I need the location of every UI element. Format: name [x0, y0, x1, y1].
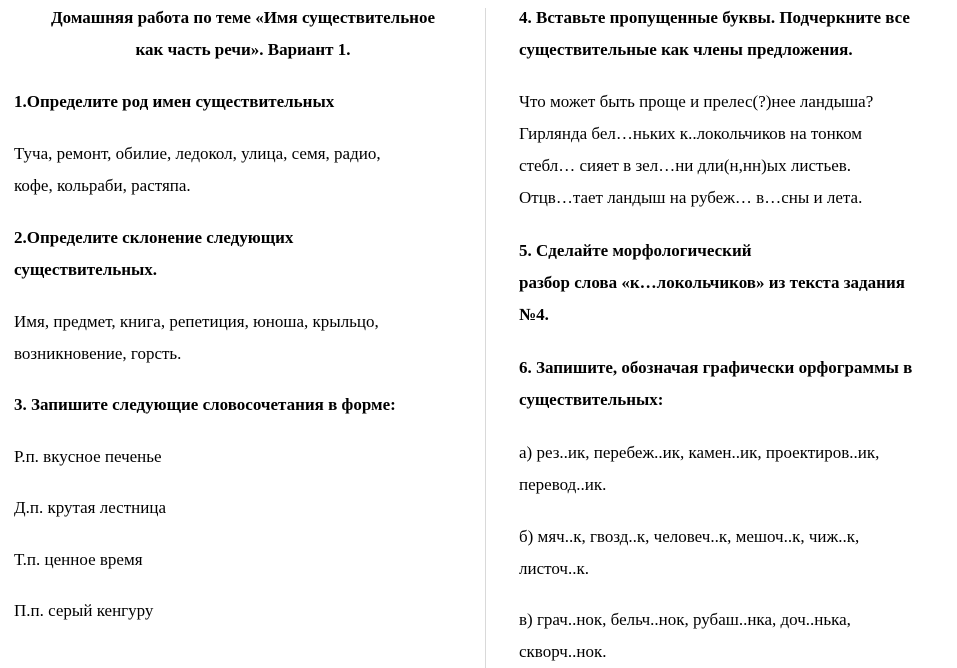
task6-c-line-1: в) грач..нок, бельч..нок, рубаш..нка, доч..нька, [519, 610, 851, 629]
page-title [14, 2, 472, 66]
task4-heading-line-2: существительные как члены предложения. [519, 40, 853, 59]
task3-heading: 3. Запишите следующие словосочетания в форме: [14, 395, 396, 414]
task4-text [519, 86, 873, 214]
task5-heading-line-3: №4. [519, 305, 549, 324]
task4-line-4: Отцв…тает ландыш на рубеж… в…сны и лета. [519, 188, 863, 207]
task4-heading-line-1: 4. Вставьте пропущенные буквы. Подчеркните все [519, 8, 910, 27]
task6-a-line-1: а) рез..ик, перебеж..ик, камен..ик, проектиров..ик, [519, 443, 880, 462]
task1-line-1: Туча, ремонт, обилие, ледокол, улица, семя, радио, [14, 144, 381, 163]
task2-words [14, 306, 379, 370]
task6-b-line-1: б) мяч..к, гвозд..к, человеч..к, мешоч..к, чиж..к, [519, 527, 860, 546]
task3-item-3: Т.п. ценное время [14, 550, 143, 569]
title-line-1: Домашняя работа по теме «Имя существительное [50, 8, 436, 27]
task4-line-1: Что может быть проще и прелес(?)нее ландыша? [519, 92, 874, 111]
task6-heading-line-2: существительных: [519, 390, 664, 409]
task3-item-2: Д.п. крутая лестница [14, 498, 166, 517]
task1-words [14, 138, 381, 202]
task4-line-3: стебл… сияет в зел…ни дли(н,нн)ых листьев. [519, 156, 852, 175]
task2-heading [14, 222, 293, 286]
task1-heading: 1.Определите род имен существительных [14, 92, 335, 111]
task4-line-2: Гирлянда бел…ньких к..локольчиков на тонком [519, 124, 863, 143]
task1-line-2: кофе, кольраби, растяпа. [14, 176, 191, 195]
task3-item-4: П.п. серый кенгуру [14, 601, 154, 620]
task6-item-b [519, 521, 859, 585]
task6-item-a [519, 437, 879, 501]
task4-heading [519, 2, 910, 66]
task6-b-line-2: листоч..к. [519, 559, 589, 578]
task5-heading [519, 235, 905, 331]
task2-heading-line-2: существительных. [14, 260, 158, 279]
task6-c-line-2: скворч..нок. [519, 642, 607, 661]
task2-heading-line-1: 2.Определите склонение следующих [14, 228, 294, 247]
task2-line-1: Имя, предмет, книга, репетиция, юноша, крыльцо, [14, 312, 379, 331]
task3-item-1: Р.п. вкусное печенье [14, 447, 162, 466]
title-line-2: как часть речи». Вариант 1. [135, 40, 351, 59]
task6-heading-line-1: 6. Запишите, обозначая графически орфограммы в [519, 358, 913, 377]
task6-item-c [519, 604, 851, 668]
task5-heading-line-2: разбор слова «к…локольчиков» из текста задания [519, 273, 905, 292]
task6-a-line-2: перевод..ик. [519, 475, 607, 494]
task2-line-2: возникновение, горсть. [14, 344, 182, 363]
column-divider [485, 8, 486, 668]
task6-heading [519, 352, 912, 416]
task5-heading-line-1: 5. Сделайте морфологический [519, 241, 752, 260]
